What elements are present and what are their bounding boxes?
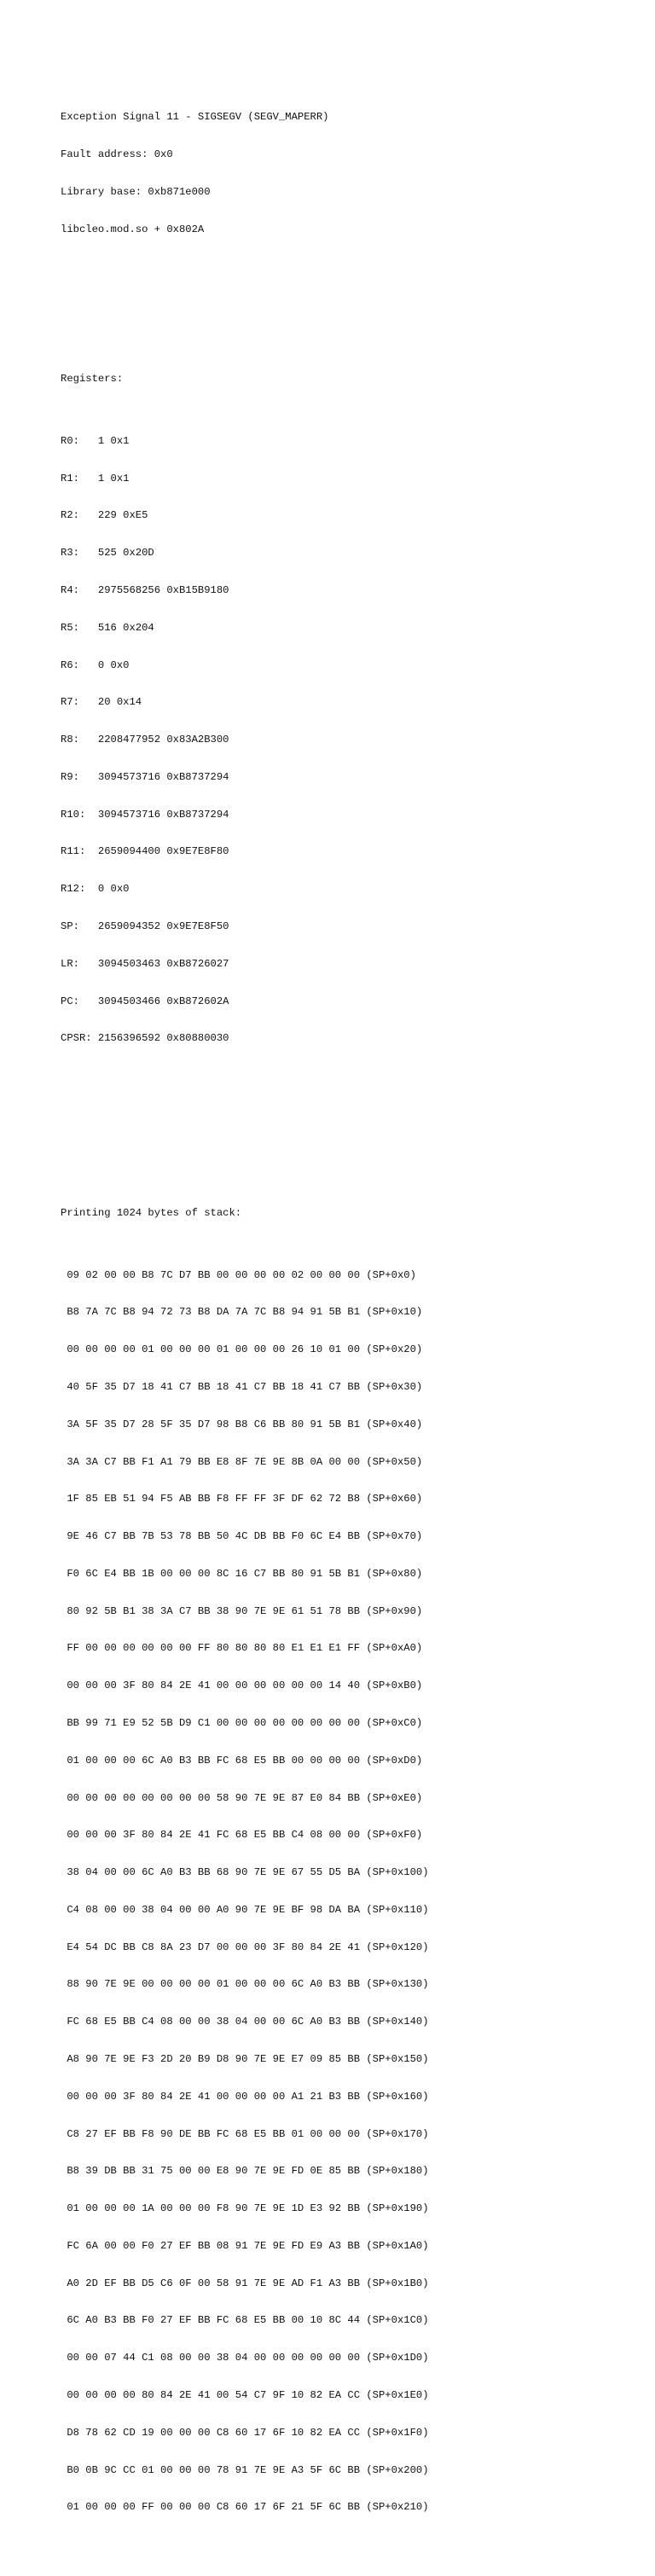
stack-row: B0 0B 9C CC 01 00 00 00 78 91 7E 9E A3 5F 6C BB (SP+0x200)	[61, 2463, 429, 2476]
register-row: R3: 525 0x20D	[61, 547, 154, 560]
stack-row: 9E 46 C7 BB 7B 53 78 BB 50 4C DB BB F0 6C E4 BB (SP+0x70)	[61, 1530, 423, 1543]
stack-row: 80 92 5B B1 38 3A C7 BB 38 90 7E 9E 61 51 78 BB (SP+0x90)	[61, 1604, 423, 1617]
stack-dump-section	[61, 1181, 429, 2563]
stack-row: E4 54 DC BB C8 8A 23 D7 00 00 00 3F 80 84 2E 41 (SP+0x120)	[61, 1941, 429, 1953]
stack-row: FF 00 00 00 00 00 00 FF 80 80 80 80 E1 E1 E1 FF (SP+0xA0)	[61, 1642, 423, 1655]
register-row: PC: 3094503466 0xB872602A	[61, 995, 229, 1007]
stack-row: C4 08 00 00 38 04 00 00 A0 90 7E 9E BF 98 DA BA (SP+0x110)	[61, 1903, 429, 1916]
register-row: LR: 3094503463 0xB8726027	[61, 957, 229, 970]
stack-row: 01 00 00 00 1A 00 00 00 F8 90 7E 9E 1D E3 92 BB (SP+0x190)	[61, 2202, 429, 2215]
stack-row: D8 78 62 CD 19 00 00 00 C8 60 17 6F 10 82 EA CC (SP+0x1F0)	[61, 2426, 429, 2439]
stack-row: 00 00 00 00 01 00 00 00 01 00 00 00 26 10 01 00 (SP+0x20)	[61, 1343, 423, 1356]
stack-row: 3A 3A C7 BB F1 A1 79 BB E8 8F 7E 9E 8B 0A 00 00 (SP+0x50)	[61, 1455, 423, 1468]
exception-header	[61, 86, 429, 260]
register-row: R11: 2659094400 0x9E7E8F80	[61, 845, 229, 858]
register-row: R5: 516 0x204	[61, 621, 154, 634]
library-offset-line: libcleo.mod.so + 0x802A	[61, 223, 205, 235]
stack-dump-list	[61, 1244, 429, 2538]
stack-row: 01 00 00 00 FF 00 00 00 C8 60 17 6F 21 5F 6C BB (SP+0x210)	[61, 2501, 429, 2514]
stack-row: 00 00 00 00 80 84 2E 41 00 54 C7 9F 10 82 EA CC (SP+0x1E0)	[61, 2389, 429, 2402]
stack-row: 00 00 00 3F 80 84 2E 41 00 00 00 00 A1 21 B3 BB (SP+0x160)	[61, 2090, 429, 2103]
stack-dump-title: Printing 1024 bytes of stack:	[61, 1206, 242, 1219]
stack-row: 00 00 00 3F 80 84 2E 41 FC 68 E5 BB C4 08 00 00 (SP+0xF0)	[61, 1829, 423, 1842]
spacer	[61, 298, 429, 310]
register-row: R12: 0 0x0	[61, 883, 130, 896]
exception-signal-line: Exception Signal 11 - SIGSEGV (SEGV_MAPERR)	[61, 111, 329, 124]
stack-row: 00 00 00 3F 80 84 2E 41 00 00 00 00 00 00 14 40 (SP+0xB0)	[61, 1680, 423, 1692]
register-row: R2: 229 0xE5	[61, 509, 148, 522]
stack-row: FC 68 E5 BB C4 08 00 00 38 04 00 00 6C A0 B3 BB (SP+0x140)	[61, 2016, 429, 2028]
stack-row: B8 39 DB BB 31 75 00 00 E8 90 7E 9E FD 0E 85 BB (SP+0x180)	[61, 2165, 429, 2178]
register-row: R4: 2975568256 0xB15B9180	[61, 583, 229, 596]
stack-row: F0 6C E4 BB 1B 00 00 00 8C 16 C7 BB 80 91 5B B1 (SP+0x80)	[61, 1567, 423, 1580]
register-row: SP: 2659094352 0x9E7E8F50	[61, 920, 229, 932]
stack-row: 1F 85 EB 51 94 F5 AB BB F8 FF FF 3F DF 62 72 B8 (SP+0x60)	[61, 1493, 423, 1506]
register-row: R1: 1 0x1	[61, 472, 130, 484]
stack-row: 09 02 00 00 B8 7C D7 BB 00 00 00 00 02 00 00 00 (SP+0x0)	[61, 1268, 416, 1281]
stack-row: 00 00 07 44 C1 08 00 00 38 04 00 00 00 00 00 00 (SP+0x1D0)	[61, 2352, 429, 2364]
stack-row: BB 99 71 E9 52 5B D9 C1 00 00 00 00 00 00 00 00 (SP+0xC0)	[61, 1716, 423, 1729]
stack-row: A0 2D EF BB D5 C6 0F 00 58 91 7E 9E AD F1 A3 BB (SP+0x1B0)	[61, 2277, 429, 2289]
registers-list	[61, 410, 429, 1070]
stack-row: 01 00 00 00 6C A0 B3 BB FC 68 E5 BB 00 00 00 00 (SP+0xD0)	[61, 1754, 423, 1767]
stack-row: 6C A0 B3 BB F0 27 EF BB FC 68 E5 BB 00 10 8C 44 (SP+0x1C0)	[61, 2314, 429, 2327]
crash-log	[61, 61, 429, 2576]
stack-row: 38 04 00 00 6C A0 B3 BB 68 90 7E 9E 67 55 D5 BA (SP+0x100)	[61, 1866, 429, 1879]
fault-address-line: Fault address: 0x0	[61, 148, 173, 161]
stack-row: C8 27 EF BB F8 90 DE BB FC 68 E5 BB 01 00 00 00 (SP+0x170)	[61, 2127, 429, 2140]
register-row: CPSR: 2156396592 0x80880030	[61, 1032, 229, 1045]
register-row: R0: 1 0x1	[61, 434, 130, 447]
stack-row: 40 5F 35 D7 18 41 C7 BB 18 41 C7 BB 18 41 C7 BB (SP+0x30)	[61, 1380, 423, 1393]
stack-row: 88 90 7E 9E 00 00 00 00 01 00 00 00 6C A0 B3 BB (SP+0x130)	[61, 1978, 429, 1991]
spacer	[61, 1132, 429, 1145]
registers-section	[61, 348, 429, 1095]
register-row: R9: 3094573716 0xB8737294	[61, 770, 229, 783]
stack-row: FC 6A 00 00 F0 27 EF BB 08 91 7E 9E FD E9 A3 BB (SP+0x1A0)	[61, 2239, 429, 2252]
stack-row: 3A 5F 35 D7 28 5F 35 D7 98 B8 C6 BB 80 91 5B B1 (SP+0x40)	[61, 1418, 423, 1430]
register-row: R8: 2208477952 0x83A2B300	[61, 734, 229, 746]
stack-row: A8 90 7E 9E F3 2D 20 B9 D8 90 7E 9E E7 09 85 BB (SP+0x150)	[61, 2053, 429, 2065]
library-base-line: Library base: 0xb871e000	[61, 185, 211, 198]
register-row: R10: 3094573716 0xB8737294	[61, 808, 229, 821]
stack-row: B8 7A 7C B8 94 72 73 B8 DA 7A 7C B8 94 91 5B B1 (SP+0x10)	[61, 1306, 423, 1319]
registers-title: Registers:	[61, 372, 124, 385]
register-row: R7: 20 0x14	[61, 696, 142, 709]
stack-row: 00 00 00 00 00 00 00 00 58 90 7E 9E 87 E0 84 BB (SP+0xE0)	[61, 1791, 423, 1804]
register-row: R6: 0 0x0	[61, 659, 130, 671]
